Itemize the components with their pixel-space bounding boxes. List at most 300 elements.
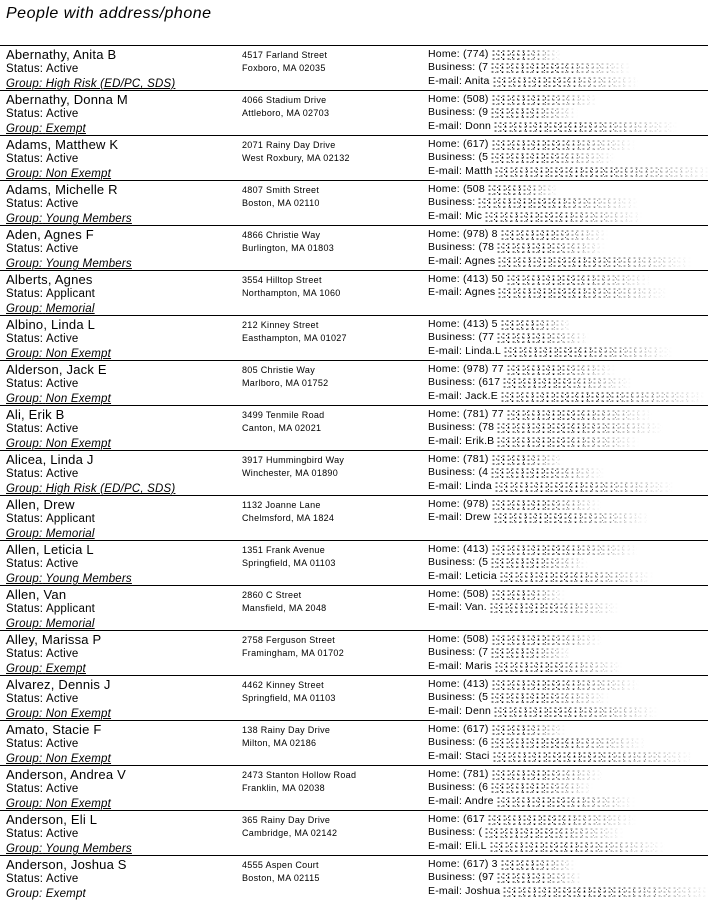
- person-contact: [428, 361, 708, 403]
- address-line2: Milton, MA 02186: [242, 738, 317, 748]
- redacted-scribble: [490, 782, 593, 793]
- redacted-scribble: [500, 229, 608, 240]
- status-value: Active: [45, 468, 79, 480]
- contact-line: [428, 106, 708, 119]
- person-group: [6, 482, 242, 496]
- person-contact: [428, 766, 708, 808]
- address-line1: 2473 Stanton Hollow Road: [242, 770, 357, 780]
- redacted-scribble: [496, 872, 583, 883]
- redacted-scribble: [497, 256, 692, 267]
- redacted-scribble: [506, 409, 652, 420]
- person-row: [0, 766, 708, 811]
- contact-prefix: E-mail: Linda: [428, 479, 492, 492]
- contact-prefix: Business: (78: [428, 421, 495, 434]
- person-identity: [6, 136, 242, 181]
- address-line1: 3499 Tenmile Road: [242, 410, 325, 420]
- status-label: Status:: [6, 378, 44, 390]
- contact-prefix: Business: (4: [428, 466, 489, 479]
- person-contact: [428, 136, 708, 178]
- redacted-scribble: [484, 211, 642, 222]
- contact-prefix: E-mail: Erik.B: [428, 434, 495, 447]
- address-line1: 4517 Farland Street: [242, 50, 328, 60]
- address-line1: 805 Christie Way: [242, 365, 315, 375]
- person-contact: [428, 451, 708, 493]
- person-group: [6, 167, 242, 181]
- redacted-scribble: [490, 467, 604, 478]
- contact-line: [428, 750, 708, 763]
- person-identity: [6, 586, 242, 631]
- person-status: [6, 557, 242, 572]
- redacted-scribble: [493, 121, 677, 132]
- redacted-scribble: [496, 242, 605, 253]
- redacted-scribble: [487, 184, 558, 195]
- redacted-scribble: [491, 94, 598, 105]
- person-address: [242, 226, 428, 255]
- person-identity: [6, 46, 242, 91]
- person-identity: [6, 406, 242, 451]
- group-label: Group:: [6, 213, 43, 225]
- person-address: [242, 316, 428, 345]
- address-line2: Boston, MA 02115: [242, 873, 320, 883]
- contact-line: [428, 826, 708, 839]
- group-value: Young Members: [45, 213, 132, 225]
- contact-line: [428, 781, 708, 794]
- person-group: [6, 527, 242, 541]
- person-identity: [6, 676, 242, 721]
- redacted-scribble: [499, 571, 653, 582]
- status-value: Active: [45, 648, 79, 660]
- address-line1: 4066 Stadium Drive: [242, 95, 327, 105]
- status-value: Active: [45, 63, 79, 75]
- status-label: Status:: [6, 153, 44, 165]
- redacted-scribble: [491, 454, 564, 465]
- person-row: [0, 586, 708, 631]
- contact-line: [428, 75, 708, 88]
- contact-prefix: Home: (508): [428, 633, 489, 645]
- contact-line: [428, 840, 708, 853]
- address-line1: 3917 Hummingbird Way: [242, 455, 345, 465]
- address-line1: 2758 Ferguson Street: [242, 635, 336, 645]
- redacted-scribble: [491, 769, 603, 780]
- contact-line: [428, 660, 708, 673]
- contact-prefix: E-mail: Linda.L: [428, 344, 502, 357]
- contact-line: [428, 885, 708, 898]
- person-group: [6, 752, 242, 766]
- redacted-scribble: [506, 274, 651, 285]
- person-name: Alley, Marissa P: [6, 632, 102, 647]
- person-contact: [428, 811, 708, 853]
- person-name: Allen, Van: [6, 587, 67, 602]
- person-address: [242, 586, 428, 615]
- person-contact: [428, 676, 708, 718]
- contact-prefix: Home: (413): [428, 543, 489, 555]
- redacted-scribble: [500, 319, 572, 330]
- address-line2: Canton, MA 02021: [242, 423, 322, 433]
- status-label: Status:: [6, 423, 44, 435]
- contact-line: [428, 120, 708, 133]
- contact-prefix: Home: (781): [428, 768, 489, 780]
- status-label: Status:: [6, 63, 44, 75]
- contact-prefix: Business: (: [428, 826, 483, 839]
- group-label: Group:: [6, 393, 43, 405]
- redacted-scribble: [493, 706, 658, 717]
- redacted-scribble: [506, 364, 615, 375]
- contact-line: [428, 511, 708, 524]
- address-line1: 4807 Smith Street: [242, 185, 320, 195]
- person-address: [242, 541, 428, 570]
- person-row: [0, 361, 708, 406]
- status-value: Active: [45, 333, 79, 345]
- contact-prefix: Business: (5: [428, 151, 489, 164]
- group-value: Non Exempt: [45, 348, 112, 360]
- contact-prefix: Business: (6: [428, 736, 489, 749]
- status-value: Applicant: [45, 603, 96, 615]
- contact-prefix: Business: (6: [428, 781, 489, 794]
- person-status: [6, 377, 242, 392]
- contact-prefix: Home: (978) 8: [428, 228, 498, 240]
- redacted-scribble: [496, 436, 639, 447]
- contact-prefix: Home: (617): [428, 723, 489, 735]
- address-line2: Cambridge, MA 02142: [242, 828, 338, 838]
- contact-line: [428, 196, 708, 209]
- person-address: [242, 721, 428, 750]
- contact-prefix: Home: (617): [428, 138, 489, 150]
- person-name: Amato, Stacie F: [6, 722, 102, 737]
- contact-prefix: Home: (508: [428, 183, 485, 195]
- status-value: Applicant: [45, 513, 96, 525]
- status-value: Applicant: [45, 288, 96, 300]
- person-name: Allen, Leticia L: [6, 542, 94, 557]
- redacted-scribble: [494, 661, 622, 672]
- contact-prefix: E-mail: Anita: [428, 74, 490, 87]
- group-value: Memorial: [45, 528, 95, 540]
- group-label: Group:: [6, 438, 43, 450]
- person-contact: [428, 316, 708, 358]
- address-line2: Franklin, MA 02038: [242, 783, 325, 793]
- redacted-scribble: [484, 827, 624, 838]
- person-contact: [428, 226, 708, 268]
- contact-line: [428, 331, 708, 344]
- address-line2: Easthampton, MA 01027: [242, 333, 347, 343]
- redacted-scribble: [494, 481, 674, 492]
- person-name: Adams, Matthew K: [6, 137, 119, 152]
- address-line2: Springfield, MA 01103: [242, 693, 336, 703]
- person-address: [242, 91, 428, 120]
- redacted-scribble: [490, 152, 615, 163]
- person-status: [6, 152, 242, 167]
- status-value: Active: [45, 378, 79, 390]
- contact-line: [428, 183, 708, 196]
- redacted-scribble: [502, 886, 708, 897]
- person-address: [242, 856, 428, 885]
- redacted-scribble: [500, 391, 706, 402]
- redacted-scribble: [491, 634, 602, 645]
- person-status: [6, 782, 242, 797]
- group-label: Group:: [6, 798, 43, 810]
- address-line1: 4555 Aspen Court: [242, 860, 319, 870]
- contact-prefix: E-mail: Agnes: [428, 254, 496, 267]
- group-value: Exempt: [45, 888, 86, 900]
- status-value: Active: [45, 783, 79, 795]
- redacted-scribble: [500, 859, 576, 870]
- group-label: Group:: [6, 708, 43, 720]
- person-group: [6, 77, 242, 91]
- person-row: [0, 856, 708, 901]
- person-name: Ali, Erik B: [6, 407, 65, 422]
- group-value: Young Members: [45, 573, 132, 585]
- address-line2: Springfield, MA 01103: [242, 558, 336, 568]
- redacted-scribble: [490, 107, 578, 118]
- person-contact: [428, 721, 708, 763]
- person-row: [0, 811, 708, 856]
- person-contact: [428, 586, 708, 615]
- contact-prefix: E-mail: Mic: [428, 209, 483, 222]
- person-contact: [428, 541, 708, 583]
- contact-prefix: Business: (97: [428, 871, 495, 884]
- redacted-scribble: [491, 544, 638, 555]
- status-label: Status:: [6, 693, 44, 705]
- address-line2: Attleboro, MA 02703: [242, 108, 330, 118]
- address-line1: 2860 C Street: [242, 590, 302, 600]
- group-label: Group:: [6, 123, 43, 135]
- group-value: Memorial: [45, 303, 95, 315]
- person-address: [242, 271, 428, 300]
- redacted-scribble: [493, 512, 649, 523]
- redacted-scribble: [487, 814, 636, 825]
- person-identity: [6, 496, 242, 541]
- contact-line: [428, 588, 708, 601]
- contact-prefix: Home: (617: [428, 813, 485, 825]
- person-identity: [6, 361, 242, 406]
- person-address: [242, 181, 428, 210]
- group-label: Group:: [6, 483, 43, 495]
- contact-line: [428, 376, 708, 389]
- contact-line: [428, 318, 708, 331]
- person-name: Adams, Michelle R: [6, 182, 118, 197]
- person-status: [6, 287, 242, 302]
- person-identity: [6, 226, 242, 271]
- group-value: Non Exempt: [45, 393, 112, 405]
- contact-prefix: Business:: [428, 196, 476, 209]
- person-group: [6, 797, 242, 811]
- person-identity: [6, 181, 242, 226]
- person-row: [0, 451, 708, 496]
- person-group: [6, 302, 242, 316]
- contact-prefix: E-mail: Joshua: [428, 884, 501, 897]
- redacted-scribble: [492, 751, 694, 762]
- group-label: Group:: [6, 168, 43, 180]
- person-address: [242, 136, 428, 165]
- person-identity: [6, 541, 242, 586]
- contact-line: [428, 543, 708, 556]
- contact-line: [428, 93, 708, 106]
- contact-line: [428, 138, 708, 151]
- person-address: [242, 631, 428, 660]
- contact-line: [428, 273, 708, 286]
- person-row: [0, 181, 708, 226]
- person-status: [6, 107, 242, 122]
- redacted-scribble: [490, 737, 646, 748]
- address-line1: 1351 Frank Avenue: [242, 545, 325, 555]
- redacted-scribble: [489, 602, 619, 613]
- contact-prefix: Home: (413): [428, 678, 489, 690]
- status-value: Active: [45, 828, 79, 840]
- contact-line: [428, 601, 708, 614]
- contact-prefix: Home: (617) 3: [428, 858, 498, 870]
- group-value: Exempt: [45, 123, 86, 135]
- person-row: [0, 406, 708, 451]
- contact-line: [428, 858, 708, 871]
- redacted-scribble: [491, 679, 639, 690]
- contact-prefix: E-mail: Maris: [428, 659, 492, 672]
- person-status: [6, 197, 242, 212]
- group-label: Group:: [6, 573, 43, 585]
- report-header: [0, 5, 708, 45]
- person-row: [0, 721, 708, 766]
- contact-line: [428, 345, 708, 358]
- status-label: Status:: [6, 198, 44, 210]
- redacted-scribble: [491, 49, 561, 60]
- address-line2: Northampton, MA 1060: [242, 288, 341, 298]
- status-label: Status:: [6, 243, 44, 255]
- address-line2: Framingham, MA 01702: [242, 648, 345, 658]
- group-label: Group:: [6, 303, 43, 315]
- person-status: [6, 467, 242, 482]
- person-name: Alicea, Linda J: [6, 452, 94, 467]
- redacted-scribble: [494, 166, 708, 177]
- person-status: [6, 602, 242, 617]
- person-group: [6, 617, 242, 631]
- group-value: Memorial: [45, 618, 95, 630]
- person-group: [6, 392, 242, 406]
- status-value: Active: [45, 198, 79, 210]
- contact-line: [428, 480, 708, 493]
- person-identity: [6, 856, 242, 901]
- contact-prefix: Home: (978): [428, 498, 489, 510]
- status-label: Status:: [6, 468, 44, 480]
- address-line1: 138 Rainy Day Drive: [242, 725, 331, 735]
- contact-line: [428, 813, 708, 826]
- group-label: Group:: [6, 843, 43, 855]
- redacted-scribble: [491, 499, 601, 510]
- person-row: [0, 271, 708, 316]
- contact-line: [428, 151, 708, 164]
- contact-line: [428, 241, 708, 254]
- address-line2: Boston, MA 02110: [242, 198, 320, 208]
- redacted-scribble: [477, 197, 639, 208]
- contact-line: [428, 453, 708, 466]
- contact-line: [428, 705, 708, 718]
- person-name: Anderson, Eli L: [6, 812, 98, 827]
- redacted-scribble: [491, 724, 566, 735]
- group-value: Non Exempt: [45, 438, 112, 450]
- contact-prefix: Home: (774): [428, 48, 489, 60]
- report-title: People with address/phone: [6, 5, 212, 22]
- address-line2: West Roxbury, MA 02132: [242, 153, 350, 163]
- person-row: [0, 91, 708, 136]
- person-group: [6, 212, 242, 226]
- contact-prefix: E-mail: Van.: [428, 601, 487, 614]
- person-status: [6, 737, 242, 752]
- contact-prefix: Home: (508): [428, 588, 489, 600]
- group-label: Group:: [6, 258, 43, 270]
- person-identity: [6, 721, 242, 766]
- contact-line: [428, 48, 708, 61]
- contact-line: [428, 421, 708, 434]
- group-value: Non Exempt: [45, 798, 112, 810]
- group-label: Group:: [6, 753, 43, 765]
- address-line2: Burlington, MA 01803: [242, 243, 335, 253]
- contact-line: [428, 408, 708, 421]
- group-label: Group:: [6, 888, 43, 900]
- status-value: Active: [45, 873, 79, 885]
- person-row: [0, 316, 708, 361]
- person-row: [0, 226, 708, 271]
- contact-line: [428, 723, 708, 736]
- contact-prefix: Home: (413) 50: [428, 273, 504, 285]
- person-address: [242, 766, 428, 795]
- person-name: Abernathy, Anita B: [6, 47, 117, 62]
- group-value: Non Exempt: [45, 168, 112, 180]
- contact-prefix: E-mail: Matth: [428, 164, 493, 177]
- contact-prefix: E-mail: Andre: [428, 794, 494, 807]
- group-label: Group:: [6, 348, 43, 360]
- status-value: Active: [45, 423, 79, 435]
- person-row: [0, 676, 708, 721]
- status-value: Active: [45, 558, 79, 570]
- group-label: Group:: [6, 528, 43, 540]
- redacted-scribble: [490, 557, 588, 568]
- person-address: [242, 496, 428, 525]
- contact-prefix: E-mail: Denn: [428, 704, 492, 717]
- contact-prefix: E-mail: Agnes: [428, 286, 496, 299]
- status-value: Active: [45, 243, 79, 255]
- contact-line: [428, 691, 708, 704]
- person-name: Alderson, Jack E: [6, 362, 107, 377]
- person-contact: [428, 856, 708, 898]
- redacted-scribble: [492, 76, 639, 87]
- status-label: Status:: [6, 513, 44, 525]
- address-line1: 1132 Joanne Lane: [242, 500, 321, 510]
- contact-prefix: Business: (9: [428, 106, 489, 119]
- address-line2: Foxboro, MA 02035: [242, 63, 326, 73]
- contact-line: [428, 210, 708, 223]
- group-label: Group:: [6, 663, 43, 675]
- contact-line: [428, 61, 708, 74]
- group-value: High Risk (ED/PC, SDS): [45, 78, 176, 90]
- address-line2: Chelmsford, MA 1824: [242, 513, 335, 523]
- person-name: Abernathy, Donna M: [6, 92, 128, 107]
- status-label: Status:: [6, 783, 44, 795]
- address-line2: Marlboro, MA 01752: [242, 378, 329, 388]
- redacted-scribble: [497, 287, 668, 298]
- redacted-scribble: [491, 589, 565, 600]
- person-name: Allen, Drew: [6, 497, 75, 512]
- person-status: [6, 62, 242, 77]
- contact-line: [428, 768, 708, 781]
- contact-line: [428, 646, 708, 659]
- contact-prefix: Business: (7: [428, 61, 489, 74]
- person-address: [242, 361, 428, 390]
- contact-prefix: Home: (781): [428, 453, 489, 465]
- person-row: [0, 496, 708, 541]
- status-label: Status:: [6, 648, 44, 660]
- person-contact: [428, 181, 708, 223]
- status-label: Status:: [6, 333, 44, 345]
- redacted-scribble: [491, 139, 635, 150]
- status-label: Status:: [6, 738, 44, 750]
- person-status: [6, 647, 242, 662]
